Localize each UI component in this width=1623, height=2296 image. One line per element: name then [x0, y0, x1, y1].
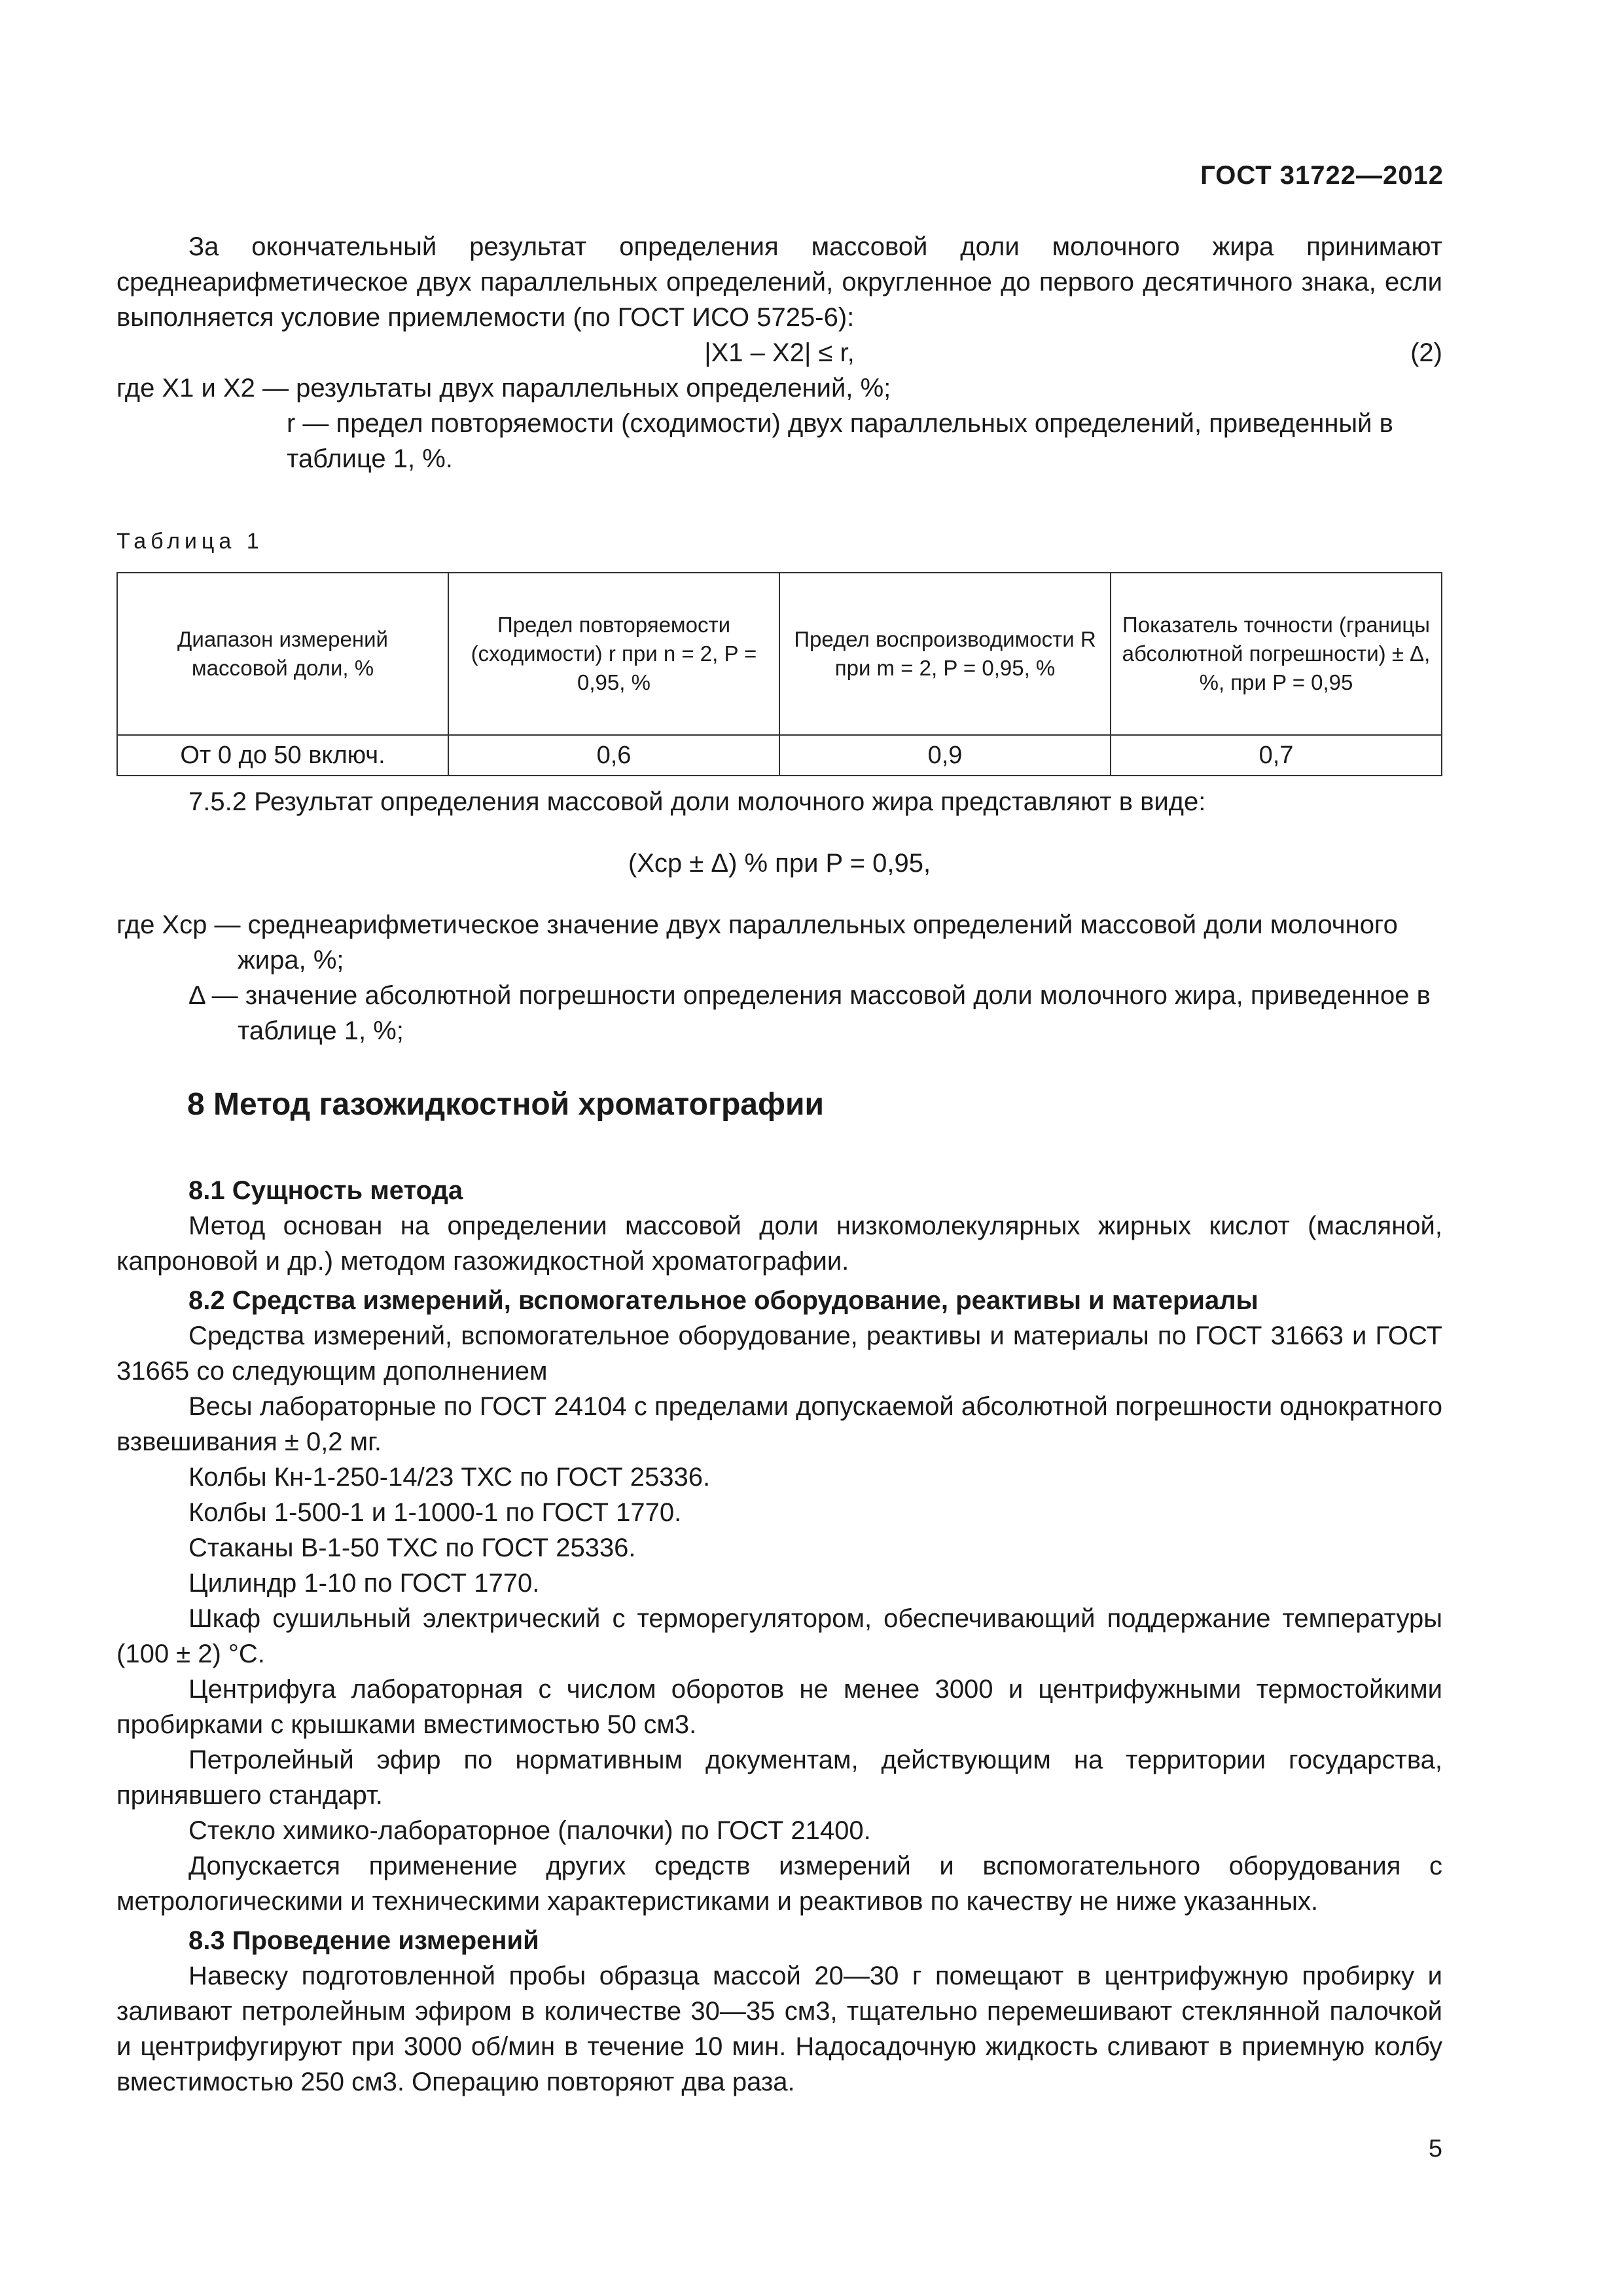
result-formula: [116, 846, 1442, 881]
table-cell: От 0 до 50 включ.: [117, 735, 448, 776]
list-item: Колбы Кн-1-250-14/23 ТХС по ГОСТ 25336.: [188, 1463, 711, 1492]
subsection-8-3-title: 8.3 Проведение измерений: [188, 1926, 539, 1955]
table-header-row: [117, 573, 1442, 735]
subsection-8-2-title: 8.2 Средства измерений, вспомогательное оборудование, реактивы и материалы: [188, 1286, 1258, 1315]
result-where-1: где Xср — среднеарифметическое значение двух параллельных определений массовой доли молочного жира, %;: [116, 910, 1398, 975]
subsection-8-1-title: 8.1 Сущность метода: [188, 1176, 463, 1205]
subsection-8-3-text: Навеску подготовленной пробы образца массой 20—30 г помещают в центрифужную пробирку и заливают петролейным эфиром в количестве 30—35 см3, тщательно перемешивают стеклянной палочкой и центрифугируют при 3000 об/мин в течение 10 мин. Надосадочную жидкость сливают в приемную колбу вместимостью 250 см3. Операцию повторяют два раза.: [116, 1962, 1442, 2096]
formula-2-expression: |X1 – X2| ≤ r,: [704, 338, 855, 367]
table-row: [117, 735, 1442, 776]
list-item: Стекло химико-лабораторное (палочки) по ГОСТ 21400.: [188, 1816, 871, 1845]
intro-block: [116, 229, 1442, 476]
result-paragraph: 7.5.2 Результат определения массовой доли молочного жира представляют в виде:: [188, 787, 1206, 816]
table-header-cell: Показатель точности (границы абсолютной погрешности) ± Δ, %, при P = 0,95: [1111, 573, 1442, 735]
table-cell: 0,6: [448, 735, 779, 776]
result-where-2: Δ — значение абсолютной погрешности определения массовой доли молочного жира, приведенное в таблице 1, %;: [188, 981, 1431, 1045]
list-item: Петролейный эфир по нормативным документам, действующим на территории государства, принявшего стандарт.: [116, 1746, 1442, 1810]
list-item: Центрифуга лабораторная с числом оборотов не менее 3000 и центрифужными термостойкими пробирками с крышками вместимостью 50 см3.: [116, 1675, 1442, 1739]
list-item: Цилиндр 1-10 по ГОСТ 1770.: [188, 1569, 540, 1598]
page-number: 5: [1428, 2135, 1442, 2162]
subsection-8-1-text: Метод основан на определении массовой доли низкомолекулярных жирных кислот (масляной, капроновой и др.) методом газожидкостной хроматографии.: [116, 1211, 1442, 1276]
formula-2: [116, 335, 1442, 370]
formula-2-number: (2): [1410, 338, 1442, 367]
intro-paragraph: За окончательный результат определения массовой доли молочного жира принимают среднеарифметическое двух параллельных определений, округленное до первого десятичного знака, если выполняется условие приемлемости (по ГОСТ ИСО 5725-6):: [116, 232, 1442, 332]
document-code: ГОСТ 31722—2012: [1200, 161, 1444, 190]
list-item: Допускается применение других средств измерений и вспомогательного оборудования с метрологическими и техническими характеристиками и реактивов по качеству не ниже указанных.: [116, 1852, 1442, 1916]
list-item: Средства измерений, вспомогательное оборудование, реактивы и материалы по ГОСТ 31663 и ГОСТ 31665 со следующим дополнением: [116, 1321, 1442, 1386]
list-item: Стаканы В-1-50 ТХС по ГОСТ 25336.: [188, 1534, 636, 1562]
formula-2-where-2: r — предел повторяемости (сходимости) двух параллельных определений, приведенный в таблице 1, %.: [287, 409, 1393, 473]
table-header-cell: Предел воспроизводимости R при m = 2, P = 0,95, %: [779, 573, 1111, 735]
table-header-cell: Диапазон измерений массовой доли, %: [117, 573, 448, 735]
table-cell: 0,7: [1111, 735, 1442, 776]
section-8-title: 8 Метод газожидкостной хроматографии: [187, 1087, 825, 1122]
list-item: Весы лабораторные по ГОСТ 24104 с пределами допускаемой абсолютной погрешности однократного взвешивания ± 0,2 мг.: [116, 1392, 1442, 1456]
result-block: [116, 784, 1442, 1049]
table-cell: 0,9: [779, 735, 1111, 776]
formula-2-where-1: где X1 и X2 — результаты двух параллельных определений, %;: [116, 374, 891, 403]
list-item: Колбы 1-500-1 и 1-1000-1 по ГОСТ 1770.: [188, 1498, 682, 1527]
table-1: [116, 572, 1442, 776]
result-formula-expression: (Xср ± Δ) % при P = 0,95,: [628, 849, 931, 878]
table-header-cell: Предел повторяемости (сходимости) r при n = 2, P = 0,95, %: [448, 573, 779, 735]
section-8-body: [116, 1173, 1442, 2100]
list-item: Шкаф сушильный электрический с терморегулятором, обеспечивающий поддержание температуры (100 ± 2) °С.: [116, 1604, 1442, 1668]
table-title: Таблица 1: [116, 529, 264, 554]
